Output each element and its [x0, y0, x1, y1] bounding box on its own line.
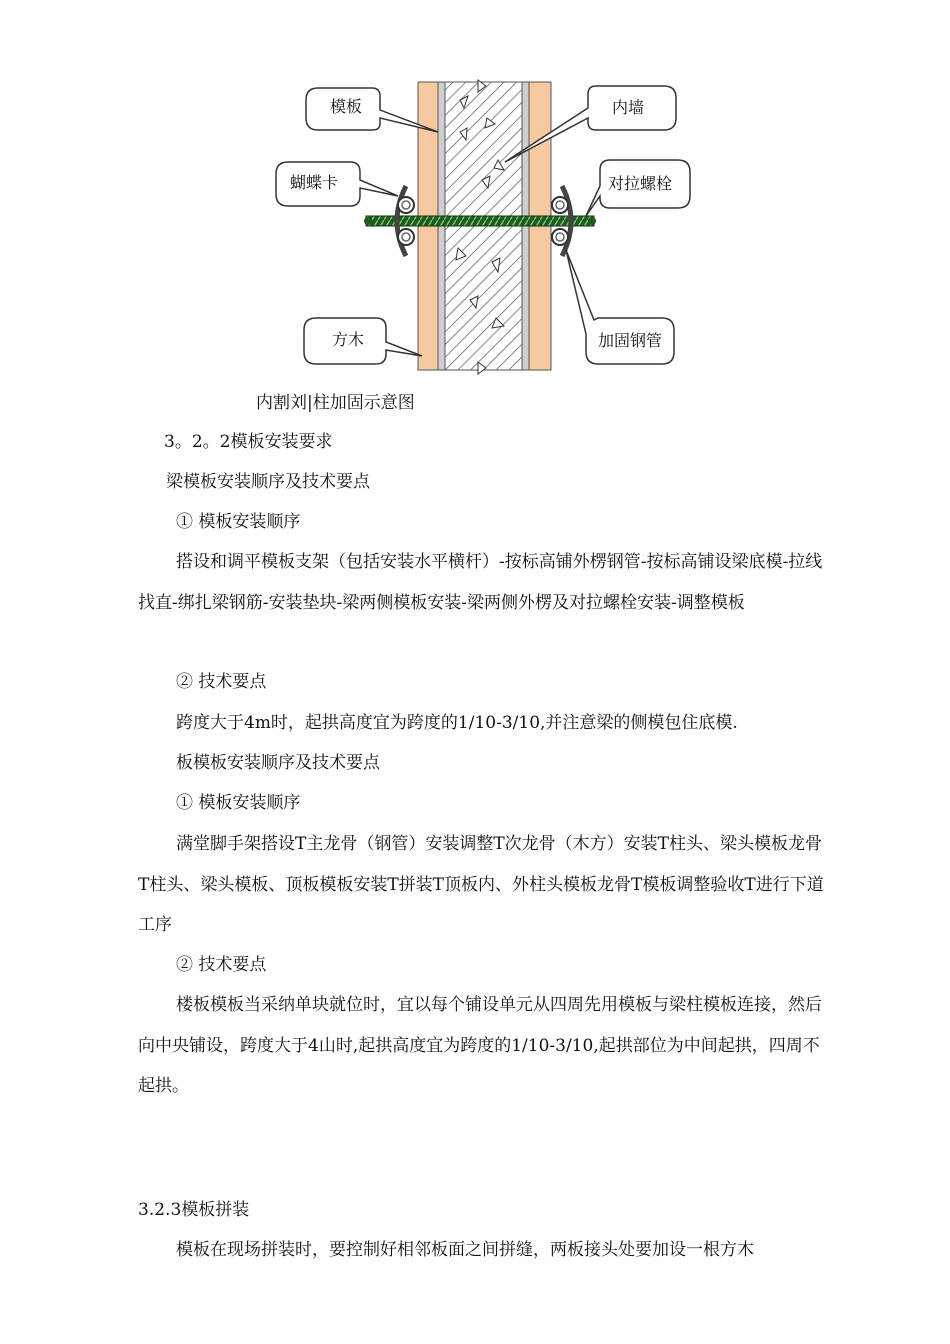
slab-install-sequence-text: 满堂脚手架搭设T主龙骨（钢管）安装调整T次龙骨（木方）安装T柱头、梁头模板龙骨T柱头、梁头模板、顶板模板安装T拼装T顶板内、外柱头模板龙骨T模板调整验收T进行下道工序 — [138, 834, 824, 935]
callout-square-timber-label: 方木 — [332, 330, 365, 349]
callout-tie-bolt — [586, 160, 690, 216]
callout-formwork-label: 模板 — [330, 97, 363, 116]
slab-formwork-title: 板模板安装顺序及技术要点 — [176, 753, 380, 773]
callout-steel-pipe-label: 加固钢管 — [598, 331, 663, 350]
slab-tech-points-text: 楼板模板当采纳单块就位时，宜以每个铺设单元从四周先用模板与梁柱模板连接，然后向中央铺设，跨度大于4山时,起拱高度宜为跨度的1/10-3/10,起拱部位为中间起拱，四周不起拱。 — [138, 995, 822, 1096]
slab-tech-points-label: ② 技术要点 — [176, 955, 267, 975]
section-heading-322: 3。2。2模板安装要求 — [164, 432, 333, 452]
bolt-end-right — [588, 217, 596, 225]
beam-install-sequence-text: 搭设和调平模板支架（包括安装水平横杆）-按标高铺外楞钢管-按标高铺设梁底模-拉线找直-绑扎梁钢筋-安装垫块-梁两侧模板安装-梁两侧外楞及对拉螺栓安装-调整模板 — [138, 552, 823, 613]
callout-butterfly-clip — [276, 162, 398, 206]
callout-square-timber — [304, 318, 422, 364]
beam-tech-points-label: ② 技术要点 — [176, 672, 267, 692]
slab-install-sequence-label: ① 模板安装顺序 — [176, 793, 301, 813]
column-reinforcement-diagram — [0, 0, 950, 420]
beam-formwork-title: 梁模板安装顺序及技术要点 — [166, 472, 370, 492]
bolt-end-left — [364, 217, 372, 225]
callout-tie-bolt-label: 对拉螺栓 — [608, 174, 673, 193]
callout-steel-pipe — [566, 250, 674, 364]
tie-bolt-rod — [366, 216, 594, 226]
beam-install-sequence-label: ① 模板安装顺序 — [176, 512, 301, 532]
assembly-text: 模板在现场拼装时，要控制好相邻板面之间拼缝，两板接头处要加设一根方木 — [176, 1240, 754, 1260]
section-heading-323: 3.2.3模板拼装 — [138, 1200, 250, 1220]
beam-tech-points-text: 跨度大于4m时，起拱高度宜为跨度的1/10-3/10,并注意梁的侧模包住底模. — [176, 713, 738, 733]
callout-butterfly-clip-label: 蝴蝶卡 — [290, 173, 339, 192]
callout-inner-wall-label: 内墙 — [612, 98, 645, 117]
figure-caption: 内割刘|柱加固示意图 — [256, 393, 415, 413]
